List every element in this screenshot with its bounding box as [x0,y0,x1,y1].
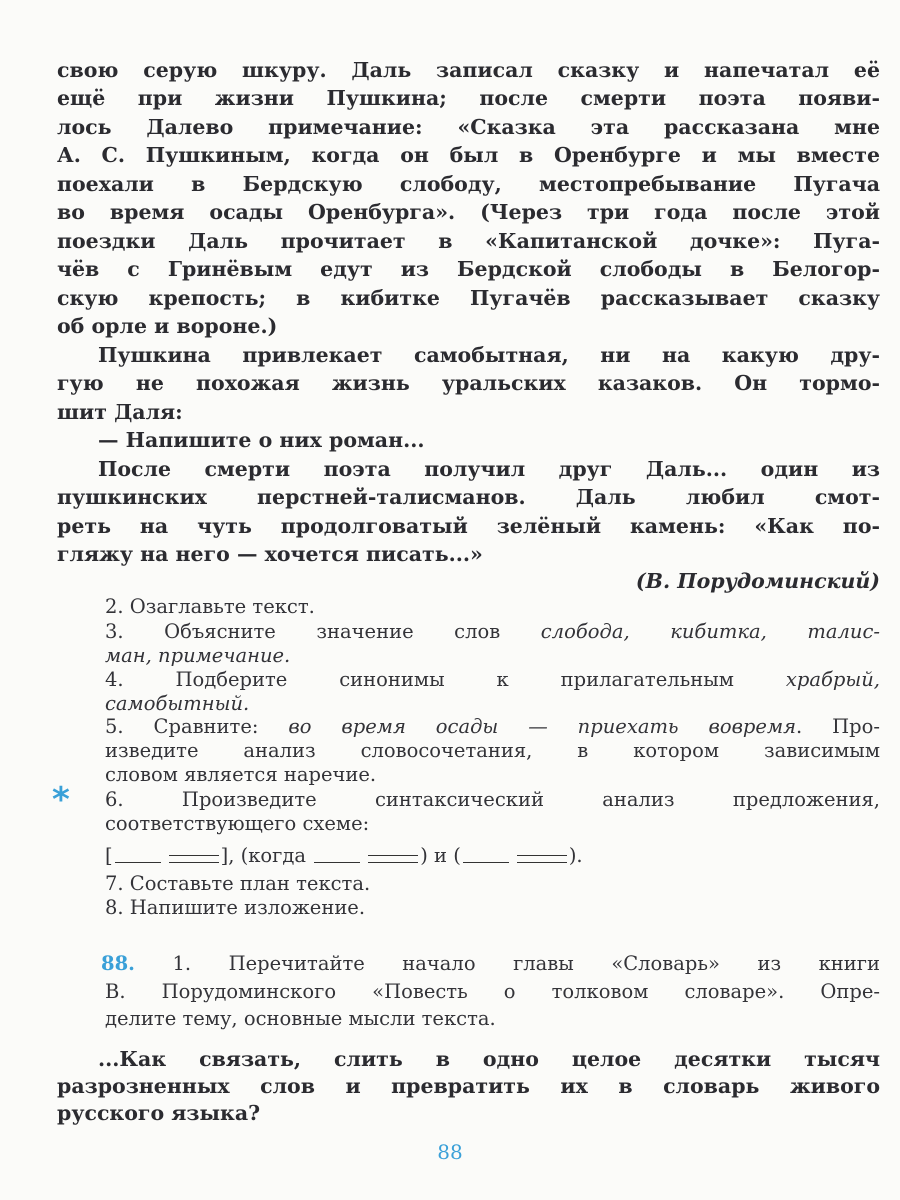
predicate-underline [368,855,418,863]
author-attribution [636,568,880,594]
text-line [57,399,880,425]
exercise-line [105,669,880,691]
text-segment: Пушкина привлекает самобытная, ни на какую дру- [98,343,880,367]
text-segment: чёв с Гринёвым едут из Бердской слободы в Белогор- [57,257,880,281]
text-line [57,285,880,311]
text-line [57,1073,880,1099]
text-segment: лось Далево примечание: «Сказка эта рассказана мне [57,115,880,139]
text-segment: (В. Порудоминский) [635,569,880,593]
exercise-line [105,813,880,835]
subject-underline [314,859,360,863]
text-segment: об орле и вороне.) [57,314,278,338]
text-line [98,1046,880,1072]
subject-underline [115,859,161,863]
exercise-number: 88. [101,952,135,975]
exercise-line [105,645,880,667]
exercise-line [105,693,880,715]
exercise-line [101,953,880,975]
text-segment: 4. Подберите синонимы к прилагательным [105,668,786,691]
text-line [57,484,880,510]
text-segment: В. Порудоминского «Повесть о толковом словаре». Опре- [105,980,880,1003]
text-segment: во время осады — приехать вовремя [288,715,797,738]
text-segment: . Про- [796,715,880,738]
text-segment: словом является наречие. [105,763,377,786]
text-line [57,171,880,197]
text-segment: 6. Произведите синтаксический анализ предложения, [105,788,880,811]
exercise-line [105,740,880,762]
text-segment: скую крепость; в кибитке Пугачёв рассказывает сказку [57,286,880,310]
text-line [57,85,880,111]
text-segment: После смерти поэта получил друг Даль... один из [98,457,880,481]
text-line [98,342,880,368]
text-segment: 2. Озаглавьте текст. [105,595,315,618]
text-segment: ) и ( [420,844,461,867]
text-line [57,313,880,339]
text-segment: 3. Объясните значение слов [105,620,541,643]
text-line [98,456,880,482]
text-segment: — Напишите о них роман... [98,428,425,452]
text-line [57,256,880,282]
text-segment: 5. Сравните: [105,715,289,738]
exercise-line [105,596,880,618]
text-line [57,228,880,254]
exercise-line [105,845,880,867]
text-segment: русского языка? [57,1101,261,1125]
text-segment: слобода, кибитка, талис- [540,620,881,643]
text-line [57,541,880,567]
text-segment: реть на чуть продолговатый зелёный камень: «Как по- [57,514,880,538]
text-line [57,199,880,225]
text-segment: пушкинских перстней-талисманов. Даль любил смот- [57,485,880,509]
text-segment: разрозненных слов и превратить их в словарь живого [57,1074,880,1098]
exercise-line [105,873,880,895]
subject-underline [463,859,509,863]
predicate-underline [517,855,567,863]
text-segment: ). [568,844,583,867]
exercise-line [105,897,880,919]
text-segment: изведите анализ словосочетания, в котором зависимым [105,739,880,762]
text-segment: во время осады Оренбурга». (Через три года после этой [57,200,880,224]
exercise-line [105,789,880,811]
text-segment: соответствующего схеме: [105,812,370,835]
text-segment: гляжу на него — хочется писать...» [57,542,483,566]
text-line [57,370,880,396]
text-segment: ...Как связать, слить в одно целое десятки тысяч [98,1047,880,1071]
text-line [57,142,880,168]
asterisk-icon: * [52,780,70,820]
text-segment: А. С. Пушкиным, когда он был в Оренбурге и мы вместе [57,143,880,167]
text-segment: 1. Перечитайте начало главы «Словарь» из книги [134,952,880,975]
exercise-line [105,764,880,786]
text-line [98,427,880,453]
page-number: 88 [437,1140,463,1164]
text-segment: ман, примечание. [105,644,291,667]
text-segment: ещё при жизни Пушкина; после смерти поэта появи- [57,86,880,110]
text-segment: гую не похожая жизнь уральских казаков. Он тормо- [57,371,880,395]
exercise-line [105,621,880,643]
exercise-line [105,716,880,738]
text-segment: поехали в Бердскую слободу, местопребывание Пугача [57,172,880,196]
text-line [57,513,880,539]
predicate-underline [169,855,219,863]
text-segment: шит Даля: [57,400,183,424]
text-segment: свою серую шкуру. Даль записал сказку и напечатал её [57,58,880,82]
exercise-line [105,1008,880,1030]
text-segment: делите тему, основные мысли текста. [105,1007,496,1030]
text-segment: поездки Даль прочитает в «Капитанской дочке»: Пуга- [57,229,880,253]
text-segment: храбрый, [785,668,880,691]
text-line [57,114,880,140]
text-segment: ], (когда [220,844,313,867]
text-line [57,1100,880,1126]
text-segment: 7. Составьте план текста. [105,872,371,895]
text-segment: самобытный. [105,692,250,715]
exercise-line [105,981,880,1003]
text-segment: 8. Напишите изложение. [105,896,366,919]
text-segment: [ [105,844,113,867]
text-line [57,57,880,83]
